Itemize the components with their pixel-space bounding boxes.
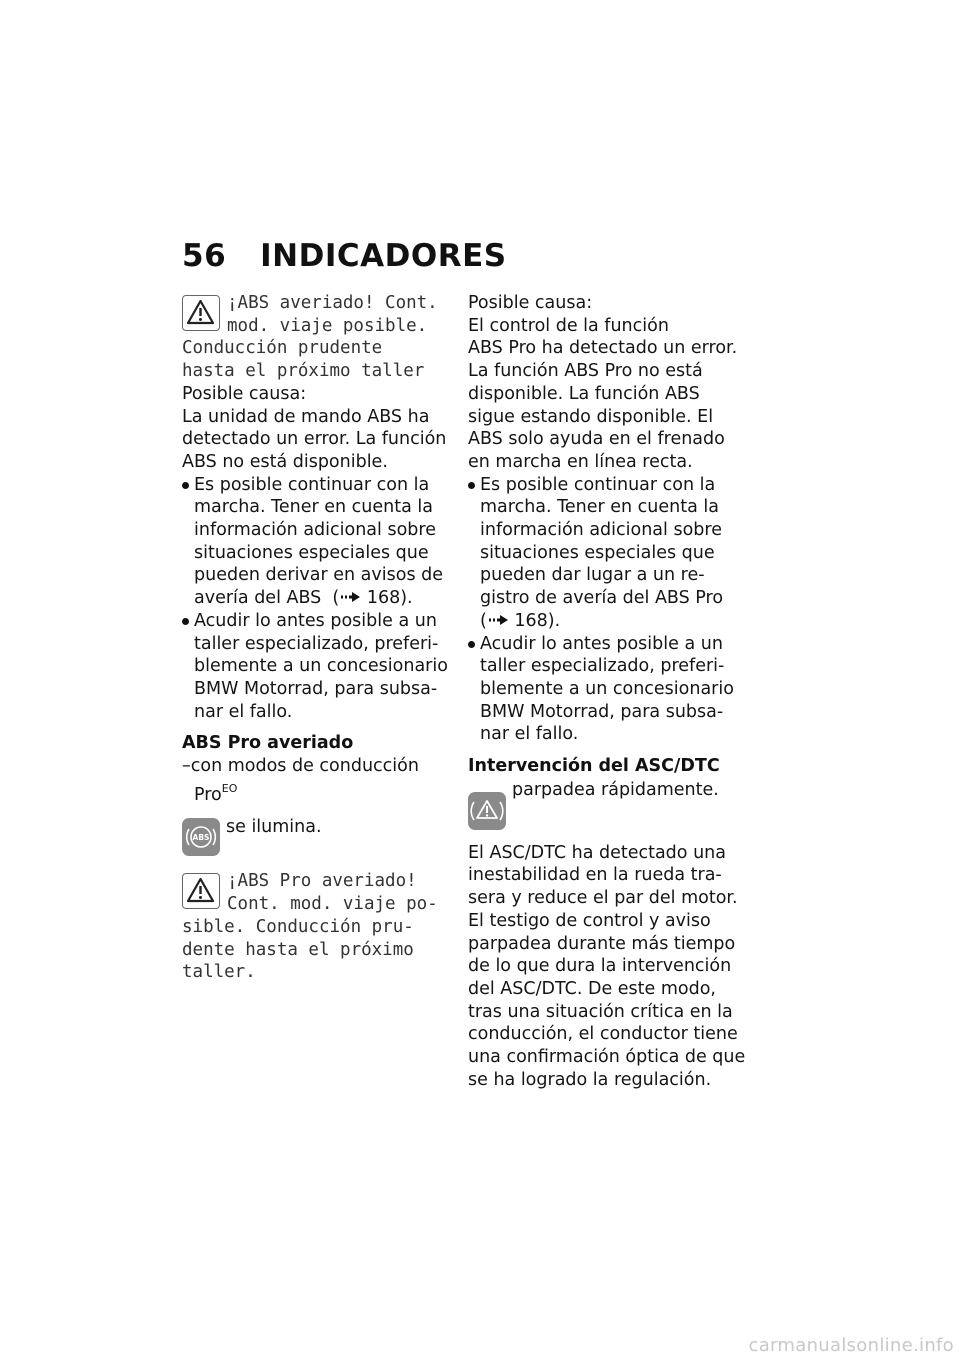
cause-label: Posible causa: bbox=[182, 383, 307, 404]
page-title: INDICADORES bbox=[260, 238, 507, 274]
asc-dtc-indicator-row bbox=[468, 778, 743, 836]
bullet-item: Es posible continuar con la bbox=[182, 474, 452, 497]
page-number: 56 bbox=[182, 238, 227, 274]
cause-text: en marcha en línea recta. bbox=[468, 451, 693, 472]
bullet-text: gistro de avería del ABS Pro bbox=[480, 588, 724, 609]
section-heading-asc-dtc: Intervención del ASC/DTC bbox=[468, 756, 720, 777]
page-reference-arrow-icon bbox=[339, 592, 361, 602]
left-column bbox=[182, 292, 452, 984]
svg-text:ABS: ABS bbox=[192, 833, 210, 843]
right-column bbox=[468, 292, 746, 1092]
warning-message-abs-pro bbox=[182, 870, 452, 984]
cause-label: Posible causa: bbox=[468, 293, 593, 313]
paragraph-line: una confirmación óptica de que bbox=[468, 1047, 746, 1068]
bullet-text: taller especializado, preferi- bbox=[194, 633, 439, 654]
cause-text: detectado un error. La función bbox=[182, 429, 447, 450]
bullet-text: blemente a un concesionario bbox=[480, 678, 734, 699]
bullet-text: taller especializado, preferi- bbox=[480, 656, 725, 677]
warning-message-line: hasta el próximo taller bbox=[182, 361, 425, 382]
dash-item: –con modos de conducción bbox=[182, 756, 419, 777]
bullet-text: nar el fallo. bbox=[480, 724, 579, 745]
asc-dtc-indicator-icon bbox=[468, 792, 506, 830]
paragraph-line: El ASC/DTC ha detectado una bbox=[468, 842, 726, 863]
warning-message-line: ¡ABS averiado! Cont. bbox=[227, 293, 438, 313]
abs-indicator-row bbox=[182, 812, 452, 864]
bullet-text-ref: avería del ABS ( 168). bbox=[194, 588, 413, 609]
cause-text: El control de la función bbox=[468, 315, 669, 336]
paragraph-line: sera y reduce el par del motor. bbox=[468, 888, 738, 909]
bullet-text: nar el fallo. bbox=[194, 701, 293, 722]
cause-text: ABS no está disponible. bbox=[182, 451, 388, 472]
bullet-dot bbox=[468, 482, 475, 489]
bullet-dot bbox=[468, 641, 475, 648]
paragraph-line: El testigo de control y aviso bbox=[468, 910, 711, 931]
bullet-text: blemente a un concesionario bbox=[194, 656, 448, 677]
bullet-text: situaciones especiales que bbox=[194, 542, 429, 563]
bullet-dot bbox=[182, 482, 189, 489]
bullet-text: BMW Motorrad, para subsa- bbox=[480, 701, 724, 722]
dash-item-cont: Pro$^{EO}$ bbox=[194, 781, 238, 805]
paragraph-line: parpadea durante más tiempo bbox=[468, 933, 736, 954]
warning-triangle-icon bbox=[182, 873, 220, 909]
cause-text: disponible. La función ABS bbox=[468, 383, 700, 404]
bullet-text-ref: ( 168). bbox=[480, 610, 561, 631]
bullet-item: Es posible continuar con la bbox=[468, 474, 743, 497]
warning-message-line: Conducción prudente bbox=[182, 338, 383, 359]
cause-text: ABS solo ayuda en el frenado bbox=[468, 429, 725, 450]
bullet-text: pueden derivar en avisos de bbox=[194, 565, 444, 586]
warning-message-line: sible. Conducción pru- bbox=[182, 916, 414, 937]
warning-triangle-icon bbox=[182, 295, 220, 331]
bullet-text: pueden dar lugar a un re- bbox=[480, 565, 705, 586]
paragraph-line: del ASC/DTC. De este modo, bbox=[468, 978, 716, 999]
superscript-eo: EO bbox=[221, 781, 238, 795]
bullet-item: Acudir lo antes posible a un bbox=[182, 610, 452, 633]
watermark-link[interactable]: carmanualsonline.info bbox=[748, 1335, 954, 1356]
bullet-text: situaciones especiales que bbox=[480, 542, 715, 563]
bullet-text: BMW Motorrad, para subsa- bbox=[194, 678, 438, 699]
page-reference[interactable]: 168). bbox=[366, 588, 413, 609]
warning-message-line: taller. bbox=[182, 962, 256, 983]
bullet-item: Acudir lo antes posible a un bbox=[468, 633, 743, 656]
cause-text: La unidad de mando ABS ha bbox=[182, 406, 430, 427]
cause-text: sigue estando disponible. El bbox=[468, 406, 714, 427]
paragraph-line: de lo que dura la intervención bbox=[468, 956, 732, 977]
paragraph-line: tras una situación crítica en la bbox=[468, 1001, 733, 1022]
cause-text: ABS Pro ha detectado un error. bbox=[468, 338, 738, 359]
warning-message-line: ¡ABS Pro averiado! bbox=[227, 871, 417, 892]
abs-indicator-icon bbox=[182, 818, 220, 856]
warning-message-line: dente hasta el próximo bbox=[182, 939, 414, 960]
bullet-text: información adicional sobre bbox=[480, 520, 722, 541]
bullet-text: marcha. Tener en cuenta la bbox=[480, 497, 719, 518]
bullet-dot bbox=[182, 618, 189, 625]
warning-message-abs bbox=[182, 292, 452, 383]
section-heading-abs-pro: ABS Pro averiado bbox=[182, 733, 354, 754]
warning-message-line: Cont. mod. viaje po- bbox=[227, 894, 438, 915]
bullet-text: marcha. Tener en cuenta la bbox=[194, 497, 433, 518]
paragraph-line: se ha logrado la regulación. bbox=[468, 1069, 712, 1090]
page-reference[interactable]: 168). bbox=[514, 610, 561, 631]
parpadea-text: parpadea rápidamente. bbox=[512, 779, 719, 800]
page-header bbox=[182, 238, 507, 274]
bullet-text: información adicional sobre bbox=[194, 520, 436, 541]
se-ilumina-text: se ilumina. bbox=[226, 817, 322, 838]
paragraph-line: inestabilidad en la rueda tra- bbox=[468, 865, 722, 886]
paragraph-line: conducción, el conductor tiene bbox=[468, 1024, 738, 1045]
cause-text: La función ABS Pro no está bbox=[468, 361, 703, 382]
warning-message-line: mod. viaje posible. bbox=[227, 315, 428, 336]
page-reference-arrow-icon bbox=[487, 615, 509, 625]
